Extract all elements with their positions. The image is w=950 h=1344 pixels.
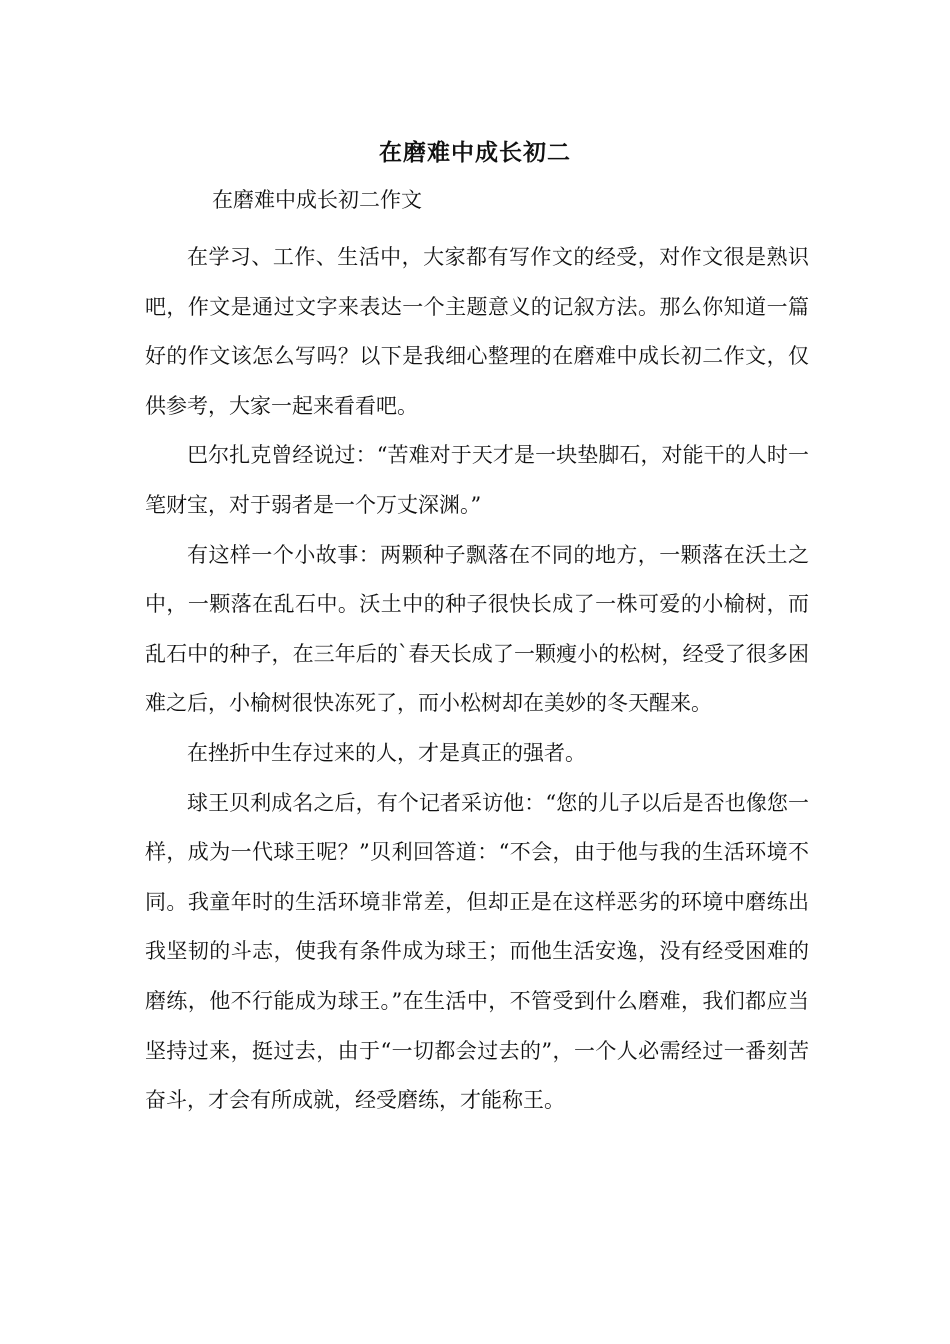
- paragraph-pele: 球王贝利成名之后，有个记者采访他：“您的儿子以后是否也像您一样，成为一代球王呢？”贝利回答道：“不会，由于他与我的生活环境不同。我童年时的生活环境非常差，但却正是在这样恶劣的环境中磨练出我坚韧的斗志，使我有条件成为球王；而他生活安逸，没有经受困难的磨练，他不行能成为球王。”在生活中，不管受到什么磨难，我们都应当坚持过来，挺过去，由于“一切都会过去的”，一个人必需经过一番刻苦奋斗，才会有所成就，经受磨练，才能称王。: [145, 790, 809, 1113]
- document-title: 在磨难中成长初二: [379, 139, 571, 166]
- document-subtitle: 在磨难中成长初二作文: [212, 188, 422, 212]
- paragraph-quote: 巴尔扎克曾经说过：“苦难对于天才是一块垫脚石，对能干的人时一笔财宝，对于弱者是一个万丈深渊。”: [145, 443, 809, 517]
- paragraph-conclusion: 在挫折中生存过来的人，才是真正的强者。: [187, 740, 586, 765]
- document-body: [145, 233, 809, 1126]
- paragraph-story: 有这样一个小故事：两颗种子飘落在不同的地方，一颗落在沃土之中，一颗落在乱石中。沃土中的种子很快长成了一株可爱的小榆树，而乱石中的种子，在三年后的`春天长成了一颗瘦小的松树，经受了很多困难之后，小榆树很快冻死了，而小松树却在美妙的冬天醒来。: [145, 542, 809, 716]
- paragraph-intro: 在学习、工作、生活中，大家都有写作文的经受，对作文很是熟识吧，作文是通过文字来表达一个主题意义的记叙方法。那么你知道一篇好的作文该怎么写吗？以下是我细心整理的在磨难中成长初二作文，仅供参考，大家一起来看看吧。: [145, 245, 809, 418]
